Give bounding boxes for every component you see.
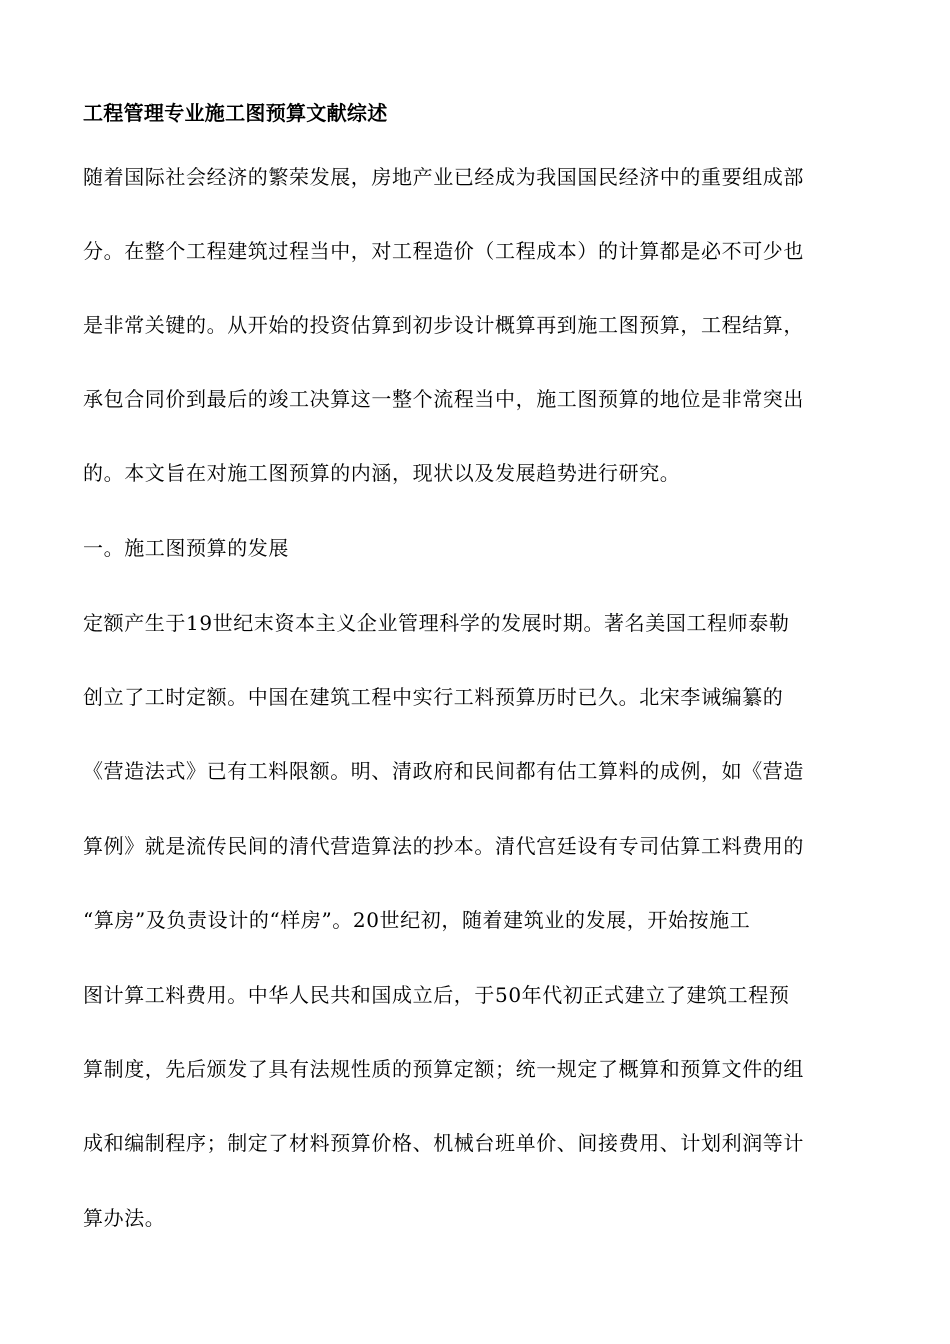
paragraph-line: 算制度，先后颁发了具有法规性质的预算定额；统一规定了概算和预算文件的组 <box>83 1057 804 1081</box>
section-heading: 一。施工图预算的发展 <box>83 536 289 560</box>
paragraph-line: 算例》就是流传民间的清代营造算法的抄本。清代宫廷设有专司估算工料费用的 <box>83 834 804 858</box>
paragraph-line: 创立了工时定额。中国在建筑工程中实行工料预算历时已久。北宋李诫编纂的 <box>83 685 784 709</box>
paragraph-line: 是非常关键的。从开始的投资估算到初步设计概算再到施工图预算，工程结算， <box>83 313 804 337</box>
paragraph-line: 的。本文旨在对施工图预算的内涵，现状以及发展趋势进行研究。 <box>83 461 681 485</box>
paragraph-line: 图计算工料费用。中华人民共和国成立后，于50年代初正式建立了建筑工程预 <box>83 983 790 1007</box>
paragraph-line: 成和编制程序；制定了材料预算价格、机械台班单价、间接费用、计划利润等计 <box>83 1131 804 1155</box>
paragraph-line: 算办法。 <box>83 1206 166 1230</box>
paragraph-line: 承包合同价到最后的竣工决算这一整个流程当中，施工图预算的地位是非常突出 <box>83 387 804 411</box>
document-title: 工程管理专业施工图预算文献综述 <box>83 101 388 125</box>
paragraph-line: 定额产生于19世纪末资本主义企业管理科学的发展时期。著名美国工程师泰勒 <box>83 611 790 635</box>
paragraph-line: 随着国际社会经济的繁荣发展，房地产业已经成为我国国民经济中的重要组成部 <box>83 165 804 189</box>
paragraph-line: 《营造法式》已有工料限额。明、清政府和民间都有估工算料的成例，如《营造 <box>83 759 804 783</box>
paragraph-line: “算房”及负责设计的“样房”。20世纪初，随着建筑业的发展，开始按施工 <box>83 908 751 932</box>
paragraph-line: 分。在整个工程建筑过程当中，对工程造价（工程成本）的计算都是必不可少也 <box>83 239 804 263</box>
